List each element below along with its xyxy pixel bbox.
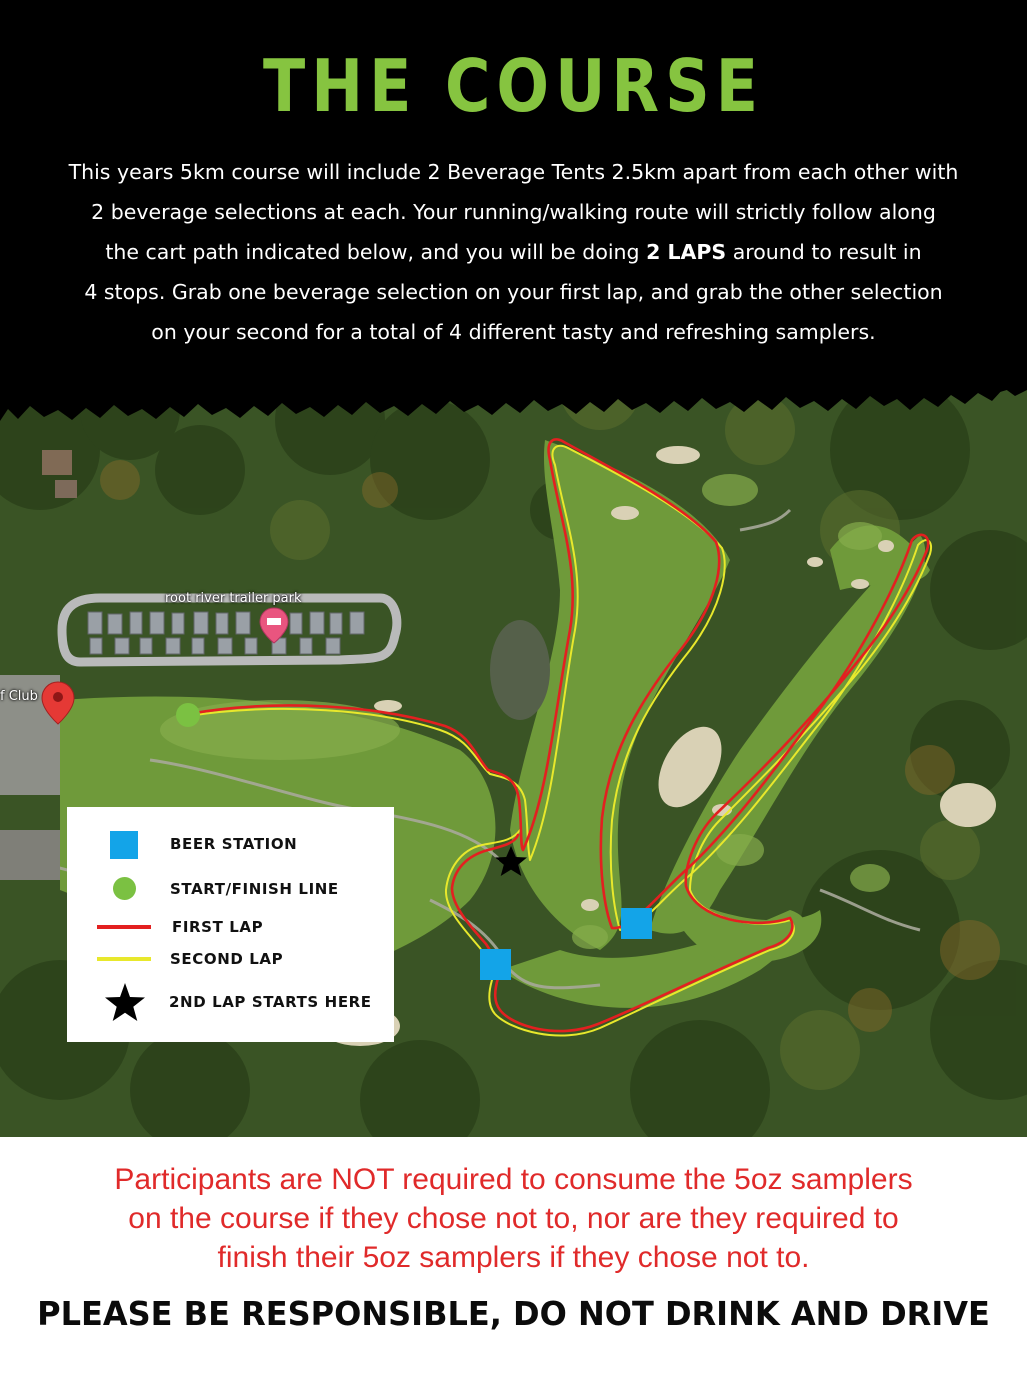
header-banner <box>0 0 1027 430</box>
disclaimer-line: Participants are NOT required to consume the 5oz samplers <box>114 1163 913 1196</box>
disclaimer-line: on the course if they chose not to, nor are they required to <box>128 1202 899 1235</box>
map-legend <box>67 807 394 1042</box>
legend-label: START/FINISH LINE <box>170 880 339 898</box>
yellow-line-icon <box>97 957 151 961</box>
intro-line: on your second for a total of 4 different tasty and refreshing samplers. <box>151 320 876 344</box>
intro-line: 4 stops. Grab one beverage selection on your first lap, and grab the other selection <box>84 280 943 304</box>
legend-label: 2ND LAP STARTS HERE <box>169 993 372 1011</box>
star-icon <box>103 981 147 1025</box>
beer-station-marker <box>480 949 511 980</box>
golf-club-label: f Club <box>0 689 38 704</box>
page-title: THE COURSE <box>262 44 765 128</box>
legend-label: FIRST LAP <box>172 918 264 936</box>
red-line-icon <box>97 925 151 929</box>
legend-item-second-lap-start <box>67 987 394 1017</box>
intro-text: around to result in <box>726 240 922 264</box>
legend-item-start-finish <box>67 874 394 904</box>
trailer-park-label: root river trailer park <box>165 591 302 606</box>
green-circle-icon <box>113 877 136 900</box>
drink-drive-warning: PLEASE BE RESPONSIBLE, DO NOT DRINK AND DRIVE <box>37 1294 990 1333</box>
intro-line: This years 5km course will include 2 Beverage Tents 2.5km apart from each other with <box>68 160 959 184</box>
disclaimer-text <box>0 1160 1027 1277</box>
legend-item-second-lap <box>67 944 394 974</box>
disclaimer-line: finish their 5oz samplers if they chose not to. <box>217 1241 810 1274</box>
legend-label: SECOND LAP <box>170 950 284 968</box>
beer-station-marker <box>621 908 652 939</box>
legend-label: BEER STATION <box>170 835 298 853</box>
intro-paragraph <box>30 152 997 352</box>
intro-text: the cart path indicated below, and you will be doing <box>105 240 647 264</box>
start-finish-marker <box>176 703 200 727</box>
blue-square-icon <box>110 831 138 859</box>
laps-emphasis: 2 LAPS <box>646 240 727 264</box>
intro-line: 2 beverage selections at each. Your running/walking route will strictly follow along <box>91 200 936 224</box>
intro-line <box>30 232 997 272</box>
legend-item-first-lap <box>67 912 394 942</box>
legend-item-beer-station <box>67 829 394 859</box>
